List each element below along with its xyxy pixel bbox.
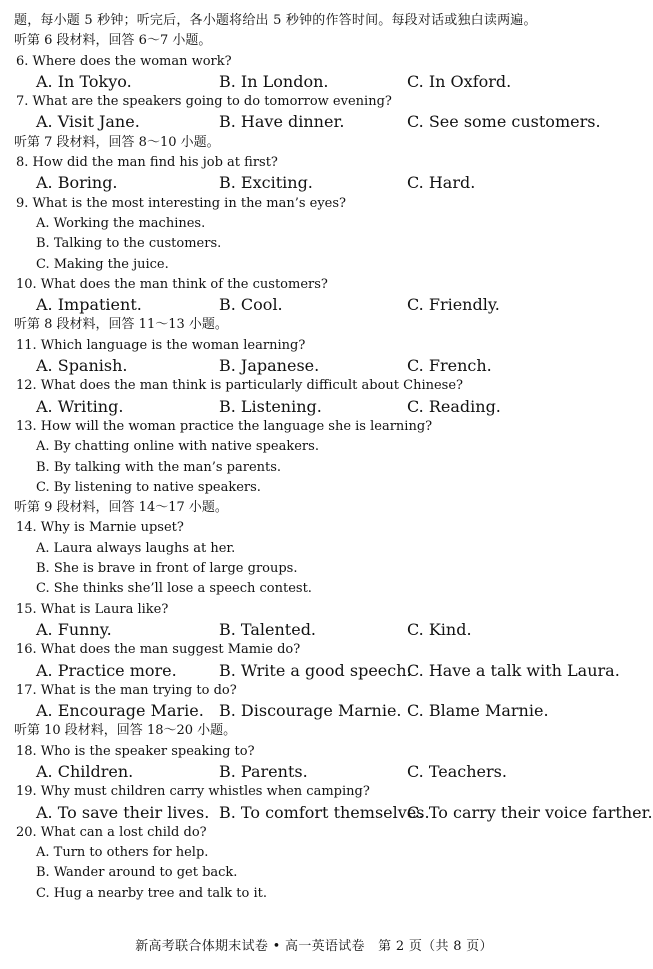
options-7	[14, 112, 618, 132]
question-9: 9. What is the most interesting in the man’s eyes?	[16, 195, 347, 211]
option-14b: B. She is brave in front of large groups.	[36, 561, 298, 577]
option-6c: C. In Oxford.	[407, 71, 512, 91]
option-7c: C. See some customers.	[407, 112, 601, 132]
question-18: 18. Who is the speaker speaking to?	[16, 743, 255, 759]
option-13a: A. By chatting online with native speakers.	[36, 439, 319, 455]
section-header-6: 听第 6 段材料，回答 6～7 小题。	[14, 33, 212, 49]
options-8	[14, 173, 618, 193]
question-17: 17. What is the man trying to do?	[16, 682, 237, 698]
option-10b: B. Cool.	[219, 295, 283, 315]
option-19b: B. To comfort themselves.	[219, 802, 430, 822]
option-8a: A. Boring.	[36, 173, 118, 193]
question-14: 14. Why is Marnie upset?	[16, 520, 184, 536]
options-18	[14, 762, 618, 782]
option-18c: C. Teachers.	[407, 761, 507, 781]
options-12	[14, 397, 618, 417]
section-header-8: 听第 8 段材料，回答 11～13 小题。	[14, 317, 228, 333]
exam-page	[14, 11, 653, 904]
option-8b: B. Exciting.	[219, 173, 313, 193]
question-15: 15. What is Laura like?	[16, 601, 169, 617]
option-10a: A. Impatient.	[36, 295, 142, 315]
option-9b: B. Talking to the customers.	[36, 236, 222, 252]
option-11b: B. Japanese.	[219, 356, 320, 376]
option-14c: C. She thinks she’ll lose a speech contest.	[36, 581, 312, 597]
option-13c: C. By listening to native speakers.	[36, 479, 261, 495]
option-15c: C. Kind.	[407, 619, 472, 639]
option-16a: A. Practice more.	[36, 660, 177, 680]
option-11a: A. Spanish.	[36, 356, 128, 376]
question-6: 6. Where does the woman work?	[16, 53, 232, 69]
option-17b: B. Discourage Marnie.	[219, 701, 402, 721]
option-19a: A. To save their lives.	[36, 802, 210, 822]
option-6b: B. In London.	[219, 71, 329, 91]
section-header-10: 听第 10 段材料，回答 18～20 小题。	[14, 723, 237, 739]
question-11: 11. Which language is the woman learning?	[16, 337, 306, 353]
option-12b: B. Listening.	[219, 396, 322, 416]
option-16c: C. Have a talk with Laura.	[407, 660, 620, 680]
options-19	[14, 802, 653, 823]
option-18a: A. Children.	[36, 761, 134, 781]
options-6	[14, 72, 618, 92]
options-10	[14, 295, 618, 315]
options-15	[14, 620, 618, 640]
option-17c: C. Blame Marnie.	[407, 701, 549, 721]
option-15a: A. Funny.	[36, 619, 112, 639]
option-12c: C. Reading.	[407, 396, 501, 416]
option-16b: B. Write a good speech.	[219, 660, 412, 680]
question-12: 12. What does the man think is particularly difficult about Chinese?	[16, 378, 464, 394]
options-16	[14, 661, 618, 681]
option-9c: C. Making the juice.	[36, 256, 169, 272]
options-11	[14, 356, 618, 376]
option-7a: A. Visit Jane.	[36, 112, 140, 132]
option-20a: A. Turn to others for help.	[36, 845, 209, 861]
option-20c: C. Hug a nearby tree and talk to it.	[36, 885, 267, 901]
option-8c: C. Hard.	[407, 173, 476, 193]
option-12a: A. Writing.	[36, 396, 124, 416]
option-15b: B. Talented.	[219, 619, 317, 639]
question-7: 7. What are the speakers going to do tomorrow evening?	[16, 94, 392, 110]
section-header-7: 听第 7 段材料，回答 8～10 小题。	[14, 134, 220, 150]
option-18b: B. Parents.	[219, 761, 308, 781]
option-13b: B. By talking with the man’s parents.	[36, 459, 282, 475]
section-header-9: 听第 9 段材料，回答 14～17 小题。	[14, 500, 228, 516]
option-9a: A. Working the machines.	[36, 215, 206, 231]
option-14a: A. Laura always laughs at her.	[36, 540, 236, 556]
option-19c: C. To carry their voice farther.	[407, 802, 653, 822]
question-10: 10. What does the man think of the customers?	[16, 276, 328, 292]
option-6a: A. In Tokyo.	[36, 71, 132, 91]
options-17	[14, 701, 618, 721]
option-20b: B. Wander around to get back.	[36, 865, 238, 881]
option-10c: C. Friendly.	[407, 295, 500, 315]
page-footer: 新高考联合体期末试卷 • 高一英语试卷 第 2 页（共 8 页）	[135, 939, 493, 954]
option-17a: A. Encourage Marie.	[36, 701, 204, 721]
question-8: 8. How did the man find his job at first?	[16, 155, 278, 171]
option-11c: C. French.	[407, 356, 492, 376]
instructions-text: 题，每小题 5 秒钟；听完后，各小题将给出 5 秒钟的作答时间。每段对话或独白读两遍。	[14, 13, 537, 28]
question-20: 20. What can a lost child do?	[16, 824, 207, 840]
option-7b: B. Have dinner.	[219, 112, 345, 132]
question-16: 16. What does the man suggest Mamie do?	[16, 642, 301, 658]
question-19: 19. Why must children carry whistles when camping?	[16, 784, 370, 800]
question-13: 13. How will the woman practice the language she is learning?	[16, 418, 433, 434]
